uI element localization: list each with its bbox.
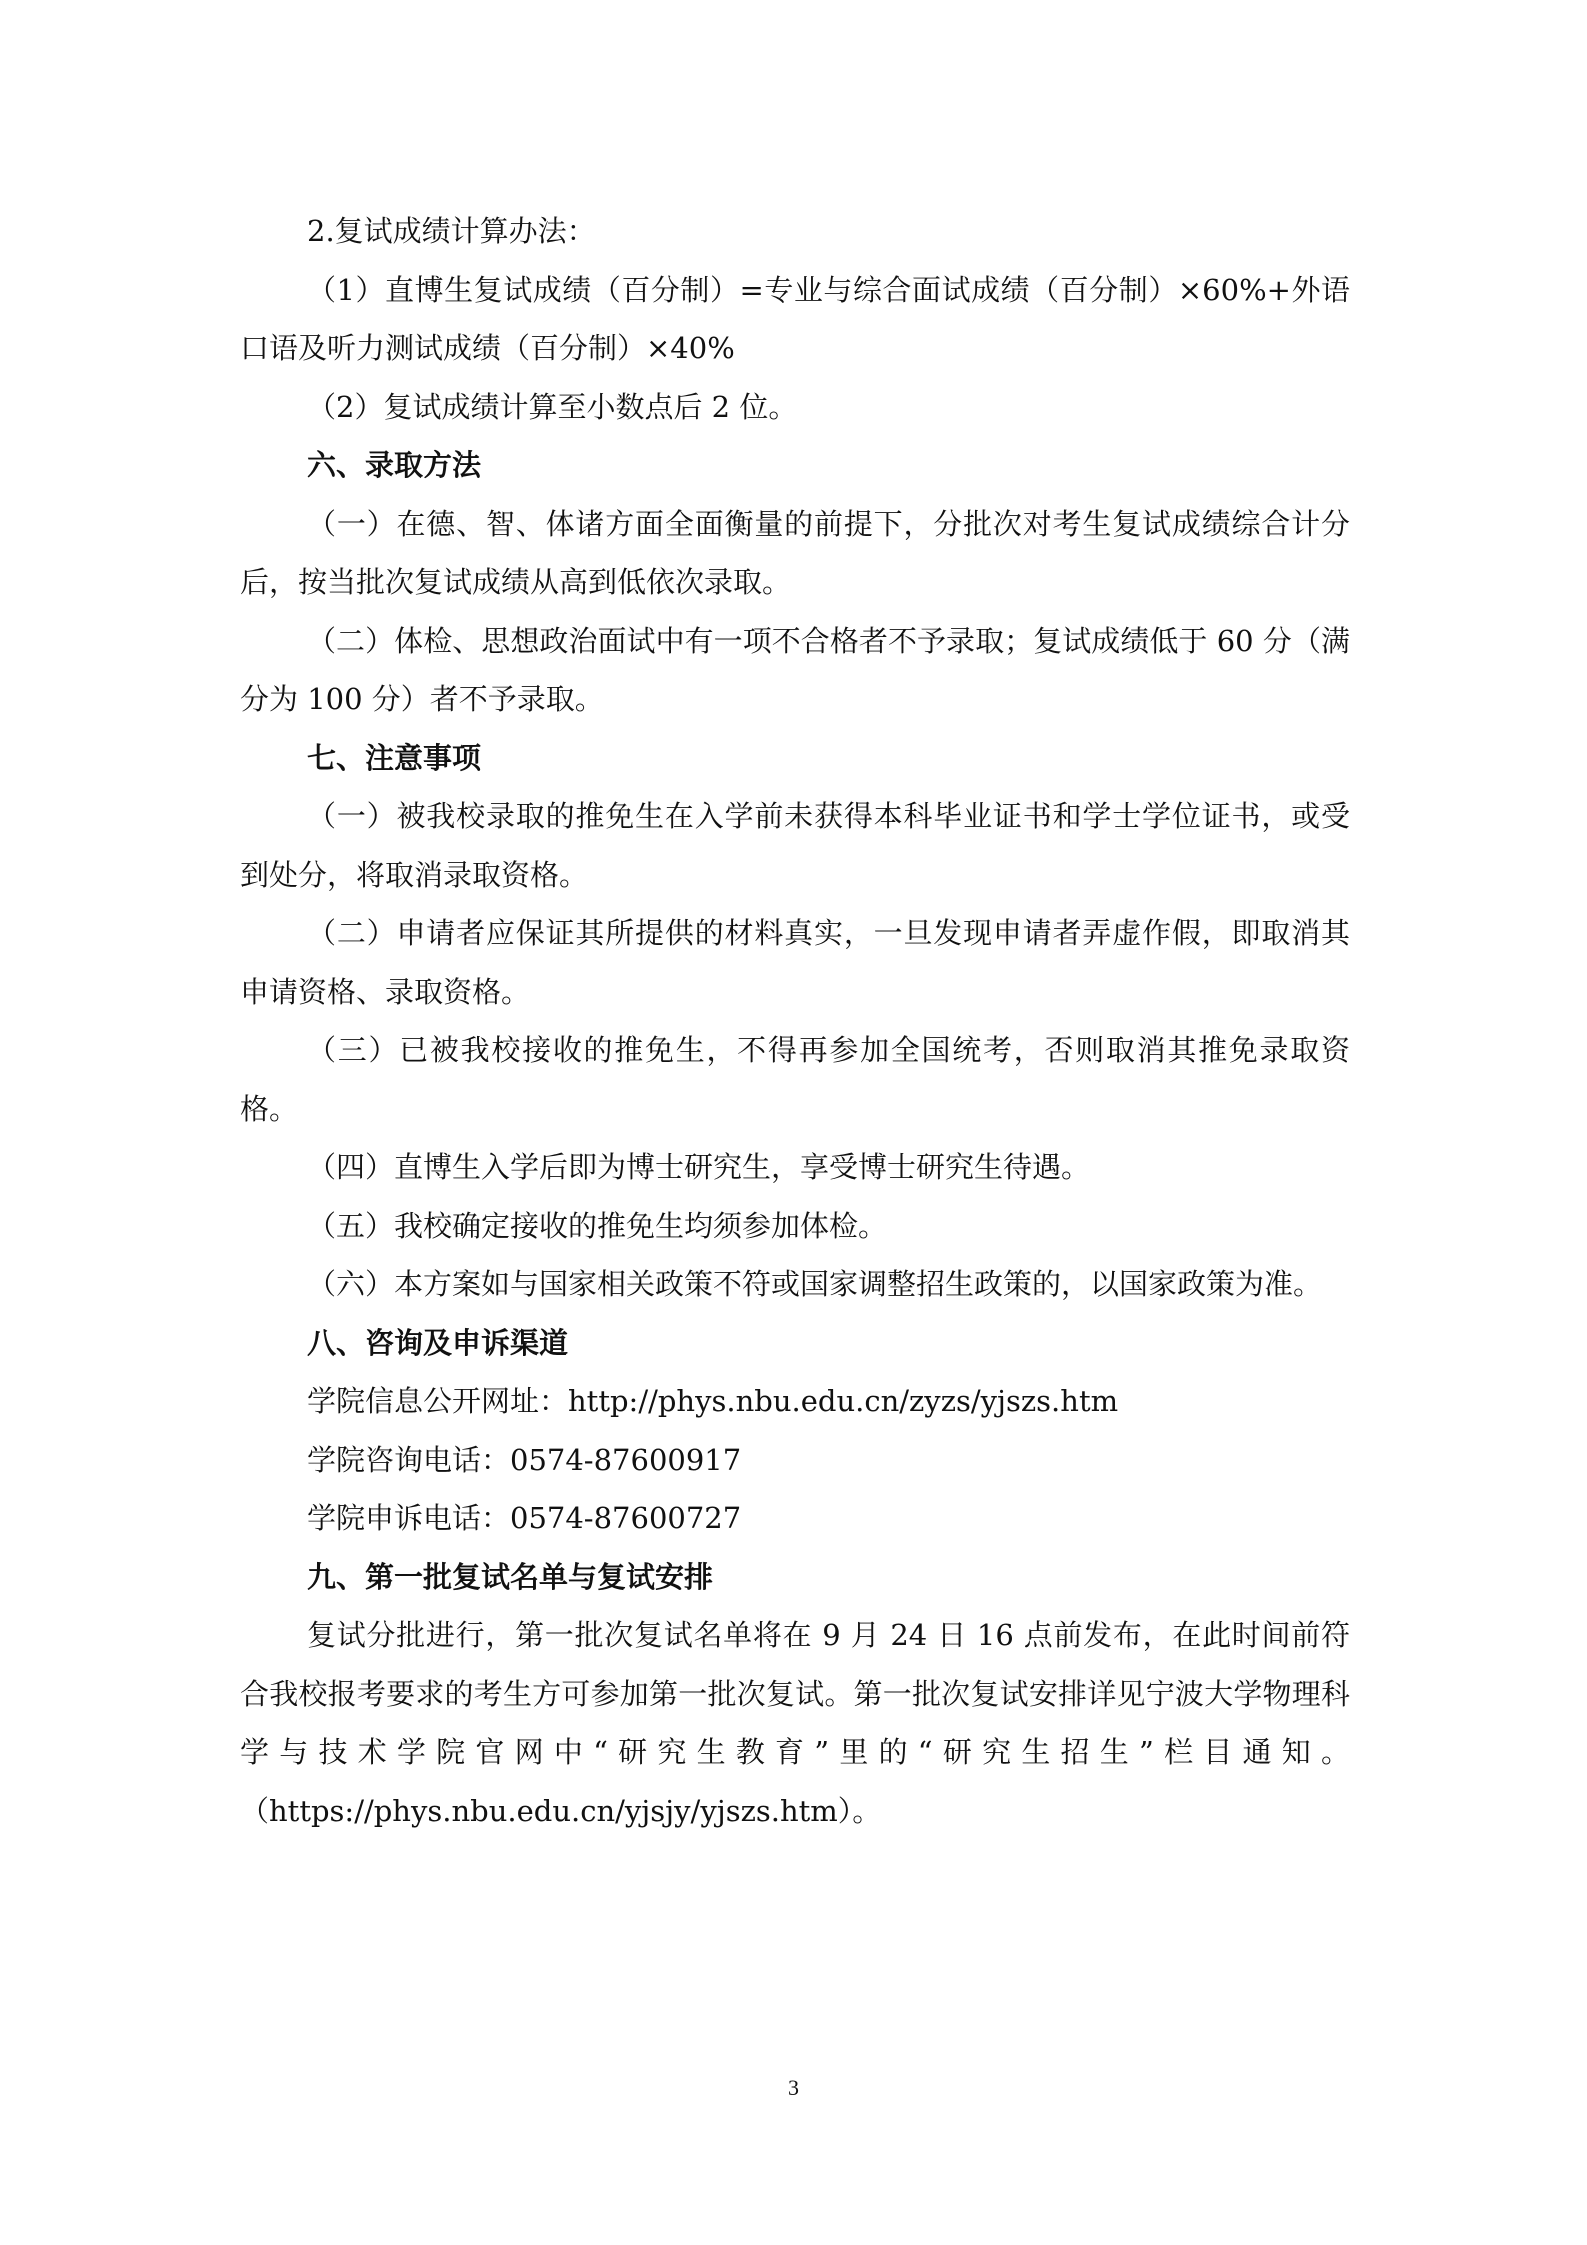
paragraph-score-method-title: 2.复试成绩计算办法： <box>307 214 596 248</box>
paragraph-note-1: （一）被我校录取的推免生在入学前未获得本科毕业证书和学士学位证书，或受到处分，将取消录取资格。 <box>240 799 1350 892</box>
section-heading-admission-method: 六、录取方法 <box>307 448 482 482</box>
section-heading-notes: 七、注意事项 <box>307 740 482 775</box>
paragraph-first-batch: 复试分批进行，第一批次复试名单将在 9 月 24 日 16 点前发布，在此时间前符合我校报考要求的考生方可参加第一批次复试。第一批次复试安排详见宁波大学物理科学与技术学院官网中“研究生教育”里的“研究生招生”栏目通知。（https://phys.nbu.edu.cn/yjsjy/yjszs.htm）。 <box>240 1618 1350 1828</box>
paragraph-consult-phone: 学院咨询电话：0574-87600917 <box>307 1442 742 1477</box>
paragraph-website: 学院信息公开网址：http://phys.nbu.edu.cn/zyzs/yjszs.htm <box>307 1384 1119 1418</box>
section-heading-contact: 八、咨询及申诉渠道 <box>307 1325 569 1360</box>
paragraph-score-formula: （1）直博生复试成绩（百分制）=专业与综合面试成绩（百分制）×60%+外语口语及听力测试成绩（百分制）×40% <box>240 272 1350 365</box>
section-heading-first-batch: 九、第一批复试名单与复试安排 <box>307 1559 714 1594</box>
document-body <box>240 202 1350 1840</box>
paragraph-score-precision: （2）复试成绩计算至小数点后 2 位。 <box>307 389 798 424</box>
paragraph-note-5: （五）我校确定接收的推免生均须参加体检。 <box>307 1208 888 1243</box>
paragraph-complaint-phone: 学院申诉电话：0574-87600727 <box>307 1501 742 1535</box>
paragraph-note-4: （四）直博生入学后即为博士研究生，享受博士研究生待遇。 <box>307 1150 1091 1184</box>
paragraph-note-2: （二）申请者应保证其所提供的材料真实，一旦发现申请者弄虚作假，即取消其申请资格、录取资格。 <box>240 916 1350 1009</box>
paragraph-admission-2: （二）体检、思想政治面试中有一项不合格者不予录取；复试成绩低于 60 分（满分为 100 分）者不予录取。 <box>240 623 1350 716</box>
paragraph-admission-1: （一）在德、智、体诸方面全面衡量的前提下，分批次对考生复试成绩综合计分后，按当批次复试成绩从高到低依次录取。 <box>240 506 1350 599</box>
page-number: 3 <box>788 2075 799 2100</box>
paragraph-note-6: （六）本方案如与国家相关政策不符或国家调整招生政策的，以国家政策为准。 <box>307 1267 1323 1301</box>
paragraph-note-3: （三）已被我校接收的推免生，不得再参加全国统考，否则取消其推免录取资格。 <box>240 1033 1350 1126</box>
